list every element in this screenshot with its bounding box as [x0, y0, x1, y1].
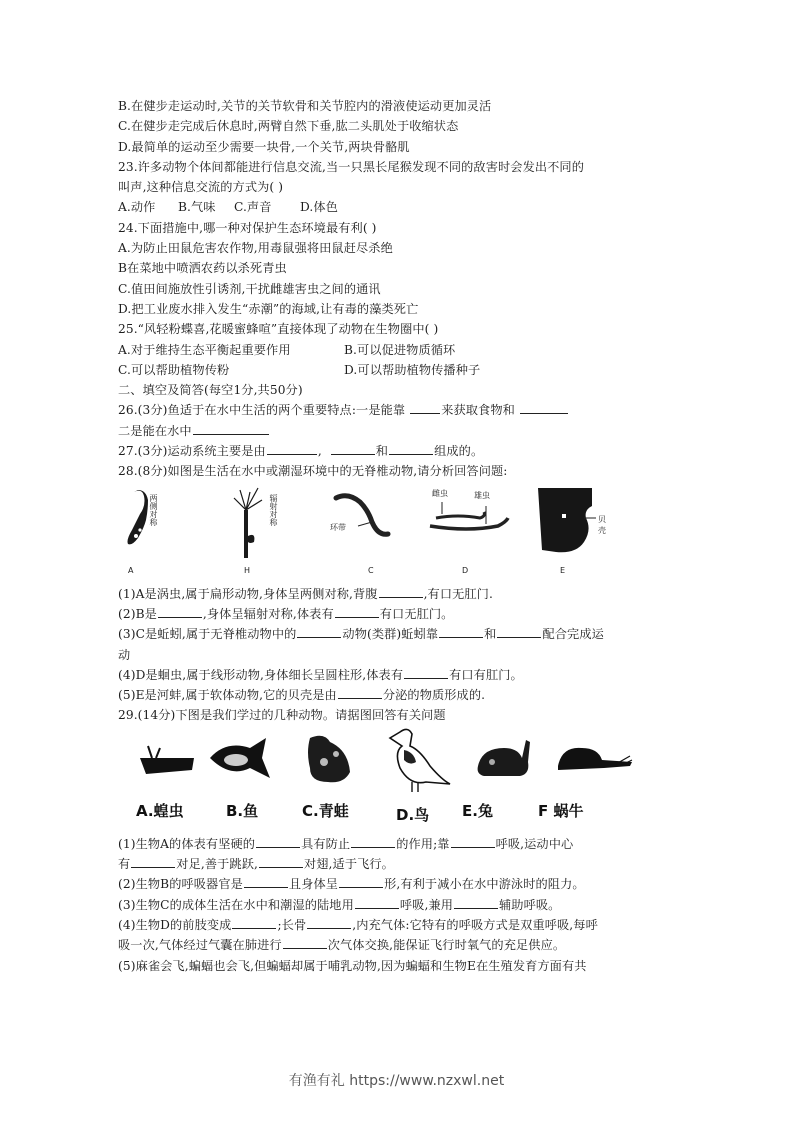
q29-sub3-text-a: (3)生物C的成体生活在水中和潮湿的陆地用 [118, 897, 354, 912]
q28-sub3-text-b: 动物(类群)蚯蚓靠 [342, 627, 439, 642]
q26-text-3: 二是能在水中 [118, 423, 192, 438]
q29-sub1-text-b: 具有防止 [301, 836, 351, 851]
q28-sub2-blank-1[interactable] [158, 605, 202, 618]
figure-rabbit [474, 736, 534, 786]
q22-option-d: D.最简单的运动至少需要一块骨,一个关节,两块骨骼肌 [118, 139, 410, 154]
q29-sub1-blank-4[interactable] [131, 855, 175, 868]
figure-c-letter: C [368, 565, 374, 575]
q27-blank-1[interactable] [267, 442, 317, 455]
q28-sub3-blank-3[interactable] [497, 625, 541, 638]
q28-sub5-text-a: (5)E是河蚌,属于软体动物,它的贝壳是由 [118, 688, 337, 703]
q26-text-1: 26.(3分)鱼适于在水中生活的两个重要特点:一是能靠 [118, 403, 410, 418]
q29-sub2-text-a: (2)生物B的呼吸器官是 [118, 877, 243, 892]
figure-locust [138, 740, 198, 784]
figure-e-annotation: 贝壳 [598, 514, 606, 535]
q28-sub2-text-b: ,身体呈辐射对称,体表有 [202, 606, 334, 621]
figure-fish [206, 734, 276, 788]
figure-e-letter: E [560, 565, 566, 575]
q23-option-c: C.声音 [233, 200, 272, 215]
q29-sub2 [118, 874, 688, 894]
caption-fish: B.鱼 [226, 801, 259, 820]
figure-a-annotation: 两侧对称 [149, 493, 158, 526]
q28-sub1-blank[interactable] [379, 585, 423, 598]
q29-sub1 [118, 834, 688, 854]
figure-c-earthworm [330, 486, 402, 575]
figure-b-letter: H [244, 565, 251, 575]
q29-sub3 [118, 895, 688, 915]
q25-stem: 25.“风轻粉蝶喜,花暖蜜蜂喧”直接体现了动物在生物圈中( ) [118, 322, 439, 337]
q29-sub5: (5)麻雀会飞,蝙蝠也会飞,但蝙蝠却属于哺乳动物,因为蝙蝠和生物E在生殖发育方面有共 [118, 958, 587, 973]
q29-sub2-blank-1[interactable] [244, 875, 288, 888]
figure-b-annotation: 辐射对称 [269, 493, 278, 526]
q22-option-b: B.在健步走运动时,关节的关节软骨和关节腔内的滑液使运动更加灵活 [118, 99, 492, 113]
q28-sub2 [118, 604, 688, 624]
q28-sub5 [118, 685, 688, 705]
q29-sub2-text-c: 形,有利于减小在水中游泳时的阻力。 [384, 877, 585, 892]
q29-sub1-text-a: (1)生物A的体表有坚硬的 [118, 836, 256, 851]
q24-stem: 24.下面措施中,哪一种对保护生态环境最有利( ) [118, 220, 377, 235]
figure-c-annotation: 环带 [330, 522, 346, 532]
q28-sub3-blank-1[interactable] [297, 625, 341, 638]
earthworm-illustration [332, 486, 402, 546]
q29-sub3-blank-2[interactable] [454, 896, 498, 909]
q29-sub4-cont [118, 935, 688, 955]
q25-option-d: D.可以帮助植物传播种子 [344, 362, 481, 377]
rabbit-illustration [474, 736, 534, 782]
q29-sub3-text-b: 呼吸,兼用 [399, 897, 454, 912]
q28-sub3-text-c: 和 [484, 627, 497, 642]
q25-options-row2 [118, 360, 688, 380]
q28-sub4-blank[interactable] [404, 666, 448, 679]
locust-illustration [138, 740, 198, 780]
q26-text-2: 来获取食物和 [441, 403, 519, 418]
q29-sub4-text-c: ,内充气体:它特有的呼吸方式是双重呼吸,每呼 [352, 917, 598, 932]
exam-page [118, 96, 688, 976]
q28-sub5-blank[interactable] [338, 686, 382, 699]
q25-option-b: B.可以促进物质循环 [344, 342, 456, 357]
q29-sub2-text-b: 且身体呈 [288, 877, 339, 892]
q29-sub2-blank-2[interactable] [339, 875, 383, 888]
q28-figure [118, 486, 688, 582]
q29-sub1-l2-text-b: 对足,善于跳跃, [176, 857, 258, 872]
figure-frog [304, 732, 354, 790]
caption-rabbit: E.兔 [462, 801, 493, 820]
figure-a-letter: A [128, 565, 134, 575]
q28-sub4 [118, 665, 688, 685]
q29-sub1-blank-3[interactable] [451, 835, 495, 848]
q27-text-1: 27.(3分)运动系统主要是由 [118, 444, 266, 459]
caption-snail: F 蜗牛 [538, 801, 584, 820]
q28-sub3-text-d: 配合完成运 [542, 627, 604, 642]
snail-illustration [554, 742, 634, 778]
figure-d-letter: D [462, 565, 469, 575]
q28-sub3-blank-2[interactable] [439, 625, 483, 638]
q28-stem: 28.(8分)如图是生活在水中或潮湿环境中的无脊椎动物,请分析回答问题: [118, 464, 508, 479]
q29-sub4 [118, 915, 688, 935]
q28-sub2-blank-2[interactable] [335, 605, 379, 618]
figure-a-flatworm [122, 486, 182, 575]
clam-illustration [536, 486, 596, 558]
q29-sub1-blank-2[interactable] [351, 835, 395, 848]
q26-blank-1[interactable] [410, 401, 440, 414]
q27-text-end: 组成的。 [434, 444, 484, 459]
q28-sub2-text-a: (2)B是 [118, 606, 157, 621]
caption-locust: A.蝗虫 [136, 801, 184, 820]
q29-sub4-blank-3[interactable] [283, 936, 327, 949]
q28-sub3-text-a: (3)C是蚯蚓,属于无脊椎动物中的 [118, 627, 297, 642]
q29-sub4-l2-text-a: 吸一次,气体经过气囊在肺进行 [118, 938, 282, 953]
q23-option-b: B.气味 [177, 200, 216, 215]
q22-option-c: C.在健步走完成后休息时,两臂自然下垂,肱二头肌处于收缩状态 [118, 119, 459, 134]
q29-sub4-blank-2[interactable] [307, 916, 351, 929]
caption-bird: D.鸟 [396, 805, 430, 824]
watermark-footer: 有渔有礼 https://www.nzxwl.net [288, 1073, 505, 1089]
q28-sub4-text-a: (4)D是蛔虫,属于线形动物,身体细长呈圆柱形,体表有 [118, 667, 404, 682]
figure-d-annotation-right: 雄虫 [474, 490, 490, 500]
q29-sub1-blank-1[interactable] [256, 835, 300, 848]
q23-options [118, 197, 688, 217]
frog-illustration [304, 732, 354, 786]
q29-sub4-text-a: (4)生物D的前肢变成 [118, 917, 232, 932]
fish-illustration [206, 734, 276, 784]
q26-line1 [118, 400, 688, 420]
q29-sub1-l2-text-c: 对翅,适于飞行。 [303, 857, 394, 872]
q29-sub1-cont [118, 854, 688, 874]
figure-snail [554, 742, 634, 782]
q28-sub4-text-b: 有口有肛门。 [449, 667, 523, 682]
q29-sub4-text-b: ;长骨 [277, 917, 307, 932]
q29-sub3-blank-1[interactable] [355, 896, 399, 909]
q28-sub1-text-a: (1)A是涡虫,属于扁形动物,身体呈两侧对称,背腹 [118, 586, 378, 601]
q27-blank-2[interactable] [331, 442, 375, 455]
bird-illustration [386, 726, 452, 796]
q25-options-row1 [118, 340, 688, 360]
q24-option-b: B在菜地中喷洒农药以杀死青虫 [118, 261, 287, 276]
q29-figure [118, 732, 688, 828]
q28-sub3 [118, 624, 688, 644]
q27-sep-2: 和 [375, 444, 389, 459]
q29-sub3-text-c: 辅助呼吸。 [499, 897, 561, 912]
q26-blank-2[interactable] [520, 401, 568, 414]
figure-bird [386, 726, 452, 800]
q29-sub1-text-c: 的作用;靠 [396, 836, 450, 851]
figure-b-hydra [226, 486, 278, 575]
section2-title: 二、填空及简答(每空1分,共50分) [118, 383, 303, 398]
q23-stem-line1: 23.许多动物个体间都能进行信息交流,当一只黑长尾猴发现不同的敌害时会发出不同的 [118, 159, 585, 174]
q27-blank-3[interactable] [389, 442, 433, 455]
q26-blank-3[interactable] [193, 422, 269, 435]
figure-d-roundworm [428, 486, 518, 575]
q28-sub1 [118, 584, 688, 604]
q29-sub1-blank-5[interactable] [259, 855, 303, 868]
q24-option-a: A.为防止田鼠危害农作物,用毒鼠强将田鼠赶尽杀绝 [118, 241, 393, 256]
q28-sub2-text-c: 有口无肛门。 [379, 606, 454, 621]
q23-option-a: A.动作 [118, 200, 156, 215]
q23-option-d: D.体色 [299, 200, 338, 215]
q29-sub1-l2-text-a: 有 [118, 857, 131, 872]
q25-option-a: A.对于维持生态平衡起重要作用 [118, 342, 291, 357]
q29-sub4-l2-text-b: 次气体交换,能保证飞行时氧气的充足供应。 [327, 938, 566, 953]
q27-line [118, 441, 688, 461]
q28-sub3-cont: 动 [118, 647, 131, 662]
q24-option-c: C.值田间施放性引诱剂,干扰雌雄害虫之间的通讯 [118, 281, 381, 296]
q29-sub1-text-d: 呼吸,运动中心 [495, 836, 574, 851]
figure-e-clam [536, 486, 606, 575]
q28-sub5-text-b: 分泌的物质形成的. [382, 688, 486, 703]
figure-d-annotation-left: 雌虫 [432, 488, 448, 498]
q29-stem: 29.(14分)下图是我们学过的几种动物。请据图回答有关问题 [118, 708, 446, 723]
q24-option-d: D.把工业废水排入发生“赤潮”的海域,让有毒的藻类死亡 [118, 301, 419, 316]
q23-stem-line2: 叫声,这种信息交流的方式为( ) [118, 180, 284, 195]
q29-sub4-blank-1[interactable] [232, 916, 276, 929]
q28-sub1-text-b: ,有口无肛门. [423, 586, 493, 601]
q26-line2 [118, 421, 688, 441]
q27-sep-1: , [317, 444, 322, 459]
caption-frog: C.青蛙 [302, 801, 349, 820]
q25-option-c: C.可以帮助植物传粉 [118, 362, 230, 377]
